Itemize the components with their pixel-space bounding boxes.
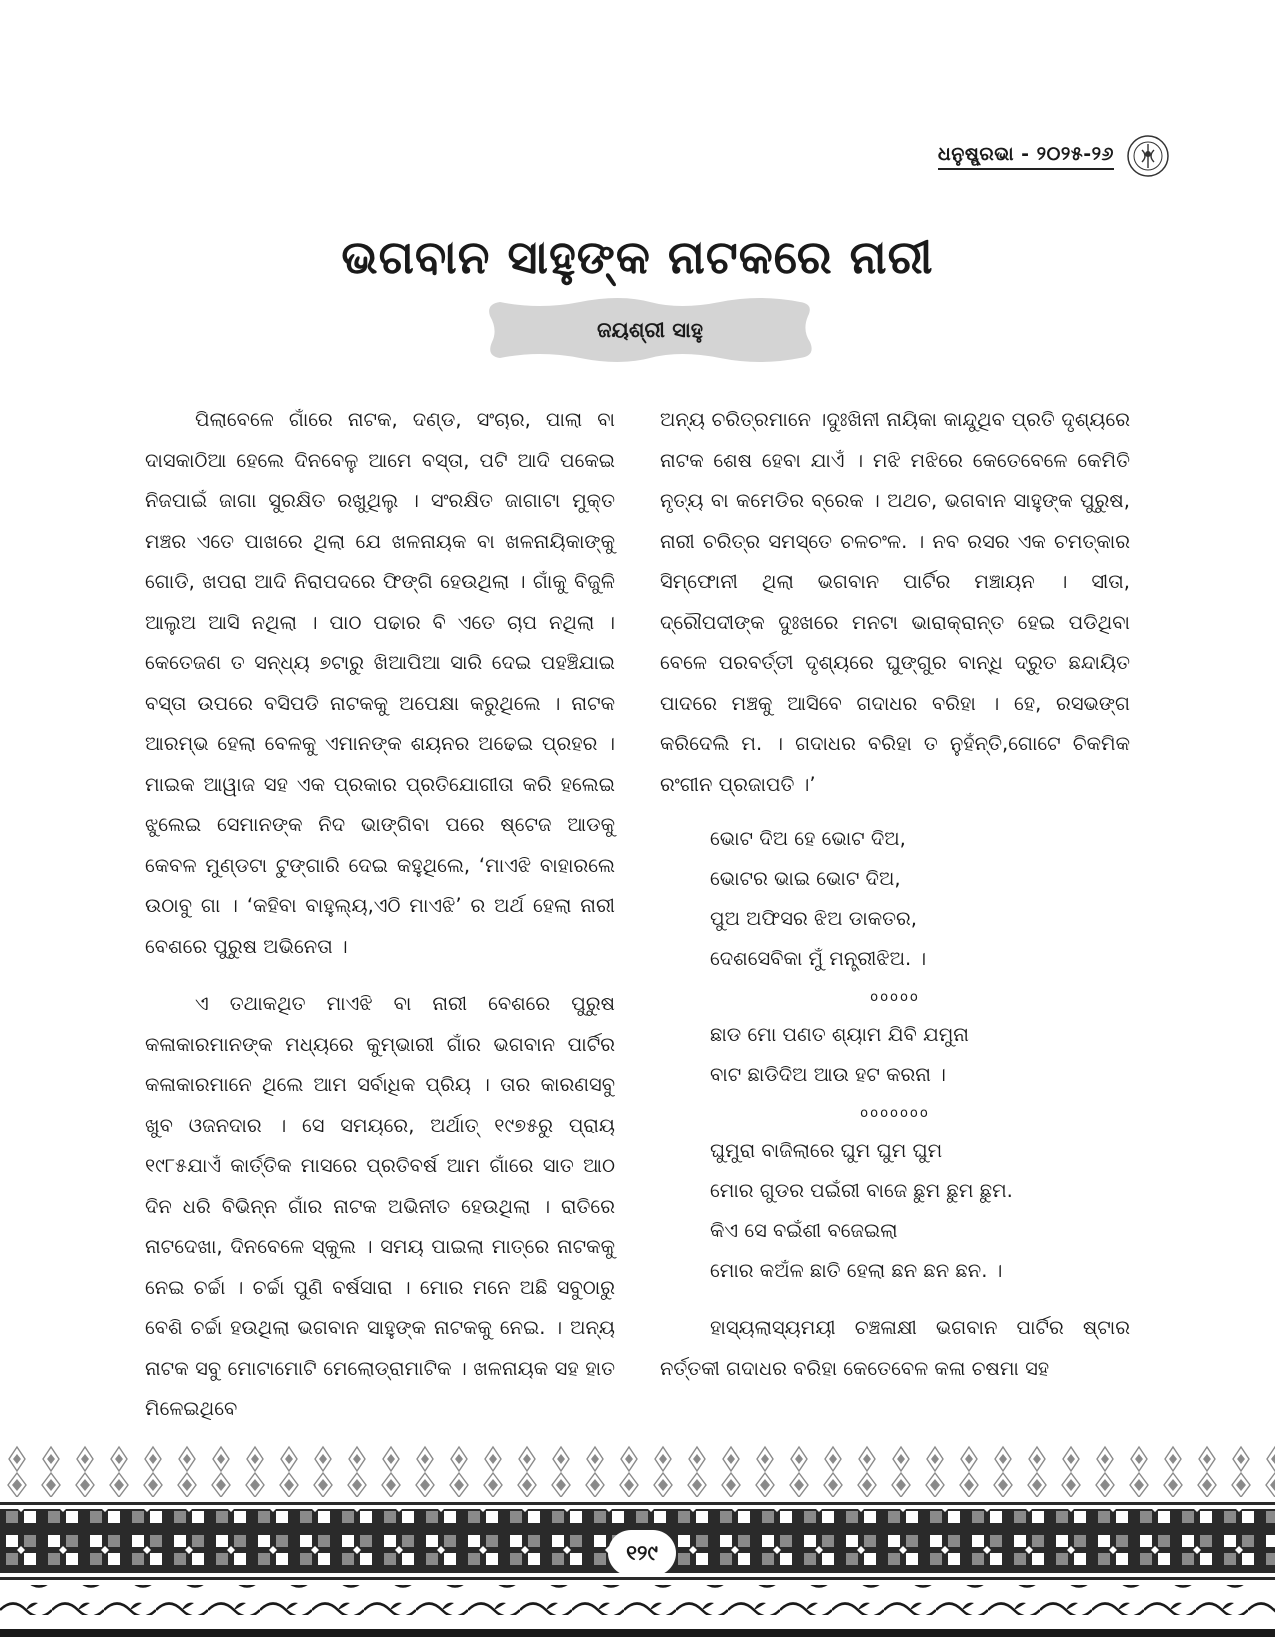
left-column [145,400,615,1430]
verse-line: ବାଟ ଛାଡିଦିଅ ଆଉ ହଟ କରନା । [710,1063,946,1086]
author-name: ଜୟଶ୍ରୀ ସାହୁ [597,318,703,342]
journal-name: ଧନୁଷ୍ପ୍ରଭା - ୨୦୨୫-୨୬ [938,143,1114,170]
paragraph: ଅନ୍ୟ ଚରିତ୍ରମାନେ ।ଦୁଃଖିନୀ ନାୟିକା କାନ୍ଦୁଥିବ ପ୍ରତି ଦୃଶ୍ୟରେ ନାଟକ ଶେଷ ହେବା ଯାଏଁ । ମଝି ମଝିରେ କେତେବେଳେ କେମିତି ନୃତ୍ୟ ବା କମେଡିର ବ୍ରେକ । ଅଥଚ, ଭଗବାନ ସାହୁଙ୍କ ପୁରୁଷ, ନାରୀ ଚରିତ୍ର ସମସ୍ତେ ଚଳଚଂଳ. । ନବ ରସର ଏକ ଚମତ୍କାର ସିମ୍ଫୋନୀ ଥିଲା ଭଗବାନ ପାର୍ଟିର ମଞ୍ଚାୟନ । ସୀତା, ଦ୍ରୌପଦୀଙ୍କ ଦୁଃଖରେ ମନଟା ଭାରାକ୍ରାନ୍ତ ହେଇ ପଡିଥିବା ବେଳେ ପରବର୍ତ୍ତୀ ଦୃଶ୍ୟରେ ଘୁଙ୍ଗୁର ବାନ୍ଧି ଦ୍ରୁତ ଛନ୍ଦାୟିତ ପାଦରେ ମଞ୍ଚକୁ ଆସିବେ ଗଦାଧର ବରିହା । ହେ, ରସଭଙ୍ଗ କରିଦେଲି ମ. । ଗଦାଧର ବରିହା ତ ନୁହଁନ୍ତି,ଗୋଟେ ଚିକମିକ ରଂଗୀନ ପ୍ରଜାପତି ।’ [660,408,1130,796]
page-number: ୧୨୯ [608,1530,676,1576]
emblem-icon [1126,134,1170,178]
separator: ooooo [870,990,920,1005]
running-header [938,134,1170,178]
verse-block [660,1015,1130,1095]
verse-line: ଭୋଟ ଦିଅ ହେ ଭୋଟ ଦିଅ, [710,827,906,850]
verse-block [660,819,1130,979]
verse-line: ଛାଡ ମୋ ପଣତ ଶ୍ୟାମ ଯିବି ଯମୁନା [710,1023,969,1046]
right-column [660,400,1130,1389]
verse-line: ପୁଅ ଅଫିସର ଝିଅ ଡାକତର, [710,907,917,930]
paragraph: ପିଲାବେଳେ ଗାଁରେ ନାଟକ, ଦଣ୍ଡ, ସଂଚାର, ପାଲା ବା ଦାସକାଠିଆ ହେଲେ ଦିନବେଳୁ ଆମେ ବସ୍ତା, ପଟି ଆଦି ପକେଇ ନିଜପାଇଁ ଜାଗା ସୁରକ୍ଷିତ ରଖୁଥିଲୁ । ସଂରକ୍ଷିତ ଜାଗାଟା ମୁକ୍ତ ମଞ୍ଚର ଏତେ ପାଖରେ ଥିଲା ଯେ ଖଳନାୟକ ବା ଖଳନାୟିକାଙ୍କୁ ଗୋଡି, ଖପରା ଆଦି ନିରାପଦରେ ଫିଙ୍ଗି ହେଉଥିଲା । ଗାଁକୁ ବିଜୁଳି ଆଲୁଅ ଆସି ନଥିଲା । ପାଠ ପଢାର ବି ଏତେ ଚାପ ନଥିଲା । କେତେଜଣ ତ ସନ୍ଧ୍ୟ ୭ଟାରୁ ଖିଆପିଆ ସାରି ଦେଇ ପହଞ୍ଚିଯାଇ ବସ୍ତା ଉପରେ ବସିପଡି ନାଟକକୁ ଅପେକ୍ଷା କରୁଥିଲେ । ନାଟକ ଆରମ୍ଭ ହେଲା ବେଳକୁ ଏମାନଙ୍କ ଶୟନର ଅଢେଇ ପ୍ରହର । ମାଇକ ଆୱାଜ ସହ ଏକ ପ୍ରକାର ପ୍ରତିଯୋଗୀତା କରି ହଲେଇ ଝୁଲେଇ ସେମାନଙ୍କ ନିଦ ଭାଙ୍ଗିବା ପରେ ଷ୍ଟେଜ ଆଡକୁ କେବଳ ମୁଣ୍ଡଟା ଟୁଙ୍ଗାରି ଦେଇ କହୁଥିଲେ, ‘ମାଏଝି ବାହାରଲେ ଉଠାବୁ ଗା । ‘କହିବା ବାହୁଲ୍ୟ,ଏଠି ମାଏଝି’ ର ଅର୍ଥ ହେଲା ନାରୀ ବେଶରେ ପୁରୁଷ ଅଭିନେତା । [145,408,615,958]
verse-line: କିଏ ସେ ବଇଁଶୀ ବଜେଇଲା [710,1219,898,1242]
paragraph: ହାସ୍ୟଲାସ୍ୟମୟୀ ଚଞ୍ଚଳାକ୍ଷୀ ଭଗବାନ ପାର୍ଟିର ଷ୍ଟାର ନର୍ତ୍ତକୀ ଗଦାଧର ବରିହା କେତେବେଳ କଳା ଚଷମା ସହ [660,1316,1130,1380]
article-title: ଭଗବାନ ସାହୁଙ୍କ ନାଟକରେ ନାରୀ [341,230,934,284]
verse-line: ଦେଶସେବିକା ମୁଁ ମନ୍ତ୍ରୀଝିଅ. । [710,947,927,970]
verse-line: ମୋର କଅଁଳ ଛାତି ହେଲା ଛନ ଛନ ଛନ. । [710,1259,1003,1282]
separator: ooooooo [860,1106,930,1121]
verse-line: ଭୋଟର ଭାଇ ଭୋଟ ଦିଅ, [710,867,901,890]
paragraph: ଏ ତଥାକଥିତ ମାଏଝି ବା ନାରୀ ବେଶରେ ପୁରୁଷ କଳାକାରମାନଙ୍କ ମଧ୍ୟରେ କୁମ୍ଭାରୀ ଗାଁର ଭଗବାନ ପାର୍ଟିର କଳାକାରମାନେ ଥିଲେ ଆମ ସର୍ବାଧିକ ପ୍ରିୟ । ତାର କାରଣସବୁ ଖୁବ ଓଜନଦାର । ସେ ସମୟରେ, ଅର୍ଥାତ୍ ୧୯୭୫ରୁ ପ୍ରାୟ ୧୯୮୫ଯାଏଁ କାର୍ତ୍ତିକ ମାସରେ ପ୍ରତିବର୍ଷ ଆମ ଗାଁରେ ସାତ ଆଠ ଦିନ ଧରି ବିଭିନ୍ନ ଗାଁର ନାଟକ ଅଭିନୀତ ହେଉଥିଲା । ରାତିରେ ନାଟଦେଖା, ଦିନବେଳେ ସ୍କୁଲ । ସମୟ ପାଇଲା ମାତ୍ରେ ନାଟକକୁ ନେଇ ଚର୍ଚ୍ଚା । ଚର୍ଚ୍ଚା ପୁଣି ବର୍ଷସାରା । ମୋର ମନେ ଅଛି ସବୁଠାରୁ ବେଶି ଚର୍ଚ୍ଚା ହଉଥିଲା ଭଗବାନ ସାହୁଙ୍କ ନାଟକକୁ ନେଇ. । ଅନ୍ୟ ନାଟକ ସବୁ ମୋଟାମୋଟି ମେଲୋଡ୍ରାମାଟିକ । ଖଳନାୟକ ସହ ହାତ ମିଳେଇଥିବେ [145,992,615,1420]
verse-line: ଘୁମୁରା ବାଜିଲାରେ ଘୁମ ଘୁମ ଘୁମ [710,1139,943,1162]
author-banner [480,296,820,364]
verse-block [660,1131,1130,1291]
verse-line: ମୋର ଗୁଡର ପଇଁରୀ ବାଜେ ଛୁମ ଛୁମ ଛୁମ. [710,1179,1013,1202]
